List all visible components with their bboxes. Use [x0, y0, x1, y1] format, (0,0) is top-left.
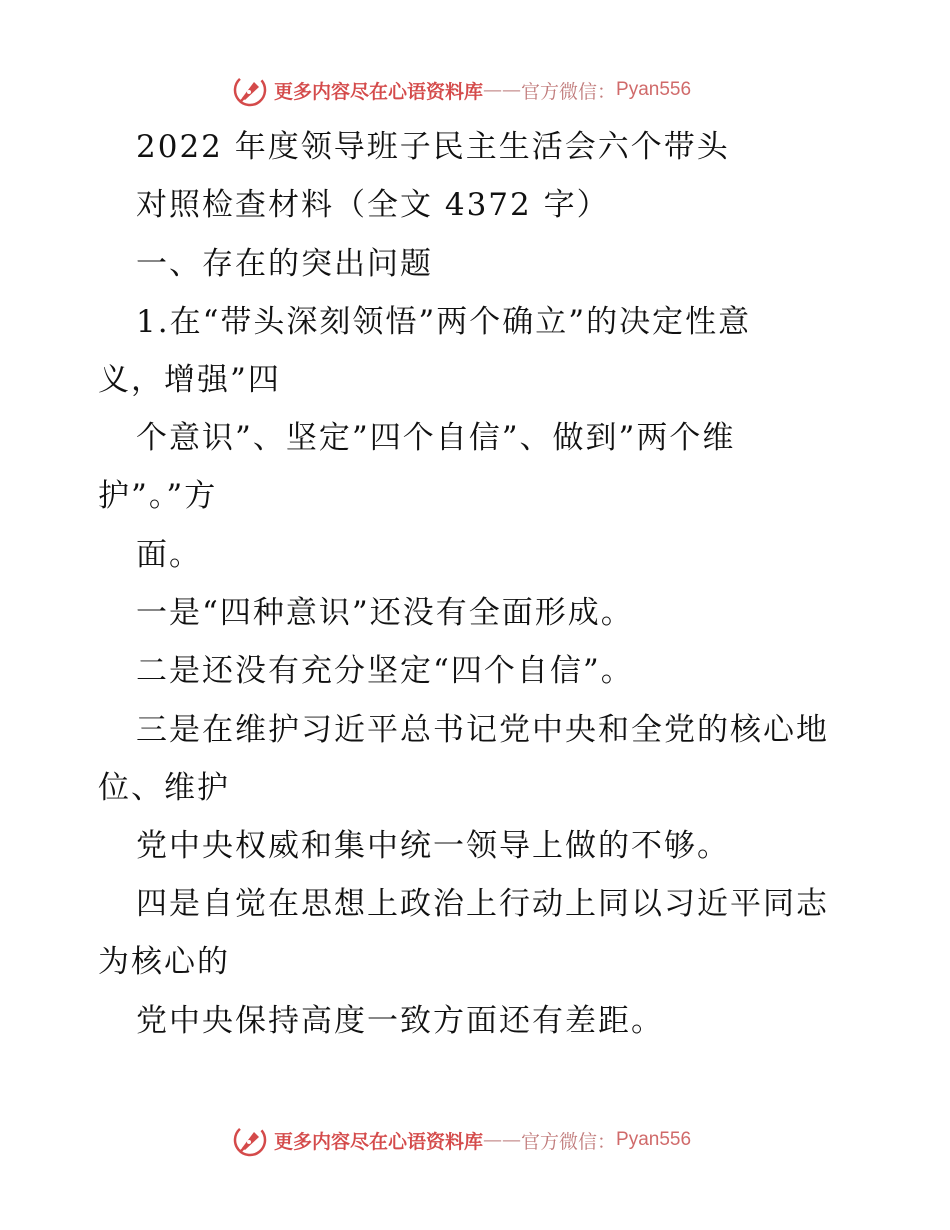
paragraph-line: 党中央保持高度一致方面还有差距。 [136, 1003, 664, 1039]
banner-wechat-id: Pyan556 [616, 1129, 692, 1150]
paragraph-line: 位、维护 [98, 770, 230, 806]
paragraph-line: 一是“四种意识”还没有全面形成。 [136, 595, 634, 631]
footer-banner [232, 1120, 691, 1160]
paragraph-line: 护”。”方 [98, 478, 218, 514]
document-title-line-1: 2022 年度领导班子民主生活会六个带头 [136, 129, 730, 165]
paragraph-line: 义，增强”四 [98, 362, 281, 398]
paragraph-line: 1.在“带头深刻领悟”两个确立”的决定性意 [136, 304, 752, 340]
section-heading: 一、存在的突出问题 [136, 246, 433, 282]
banner-official-label: 官方微信： [521, 80, 617, 103]
banner-wechat-id: Pyan556 [616, 79, 692, 100]
paragraph-line: 党中央权威和集中统一领导上做的不够。 [136, 828, 730, 864]
header-banner [232, 70, 691, 110]
pen-nib-logo-icon [232, 1122, 268, 1158]
paragraph-line: 四是自觉在思想上政治上行动上同以习近平同志 [136, 886, 829, 922]
banner-text: 更多内容尽在心语资料库 [274, 1130, 484, 1153]
paragraph-line: 为核心的 [98, 944, 230, 980]
paragraph-line: 面。 [136, 537, 202, 573]
paragraph-line: 三是在维护习近平总书记党中央和全党的核心地 [136, 712, 829, 748]
document-title-line-2: 对照检查材料（全文 4372 字） [136, 187, 610, 223]
paragraph-line: 二是还没有充分坚定“四个自信”。 [136, 653, 634, 689]
pen-nib-logo-icon [232, 72, 268, 108]
banner-separator: —— [483, 79, 522, 101]
banner-separator: —— [483, 1129, 522, 1151]
banner-text: 更多内容尽在心语资料库 [274, 80, 484, 103]
banner-official-label: 官方微信： [521, 1130, 617, 1153]
paragraph-line: 个意识”、坚定”四个自信”、做到”两个维 [136, 420, 736, 456]
